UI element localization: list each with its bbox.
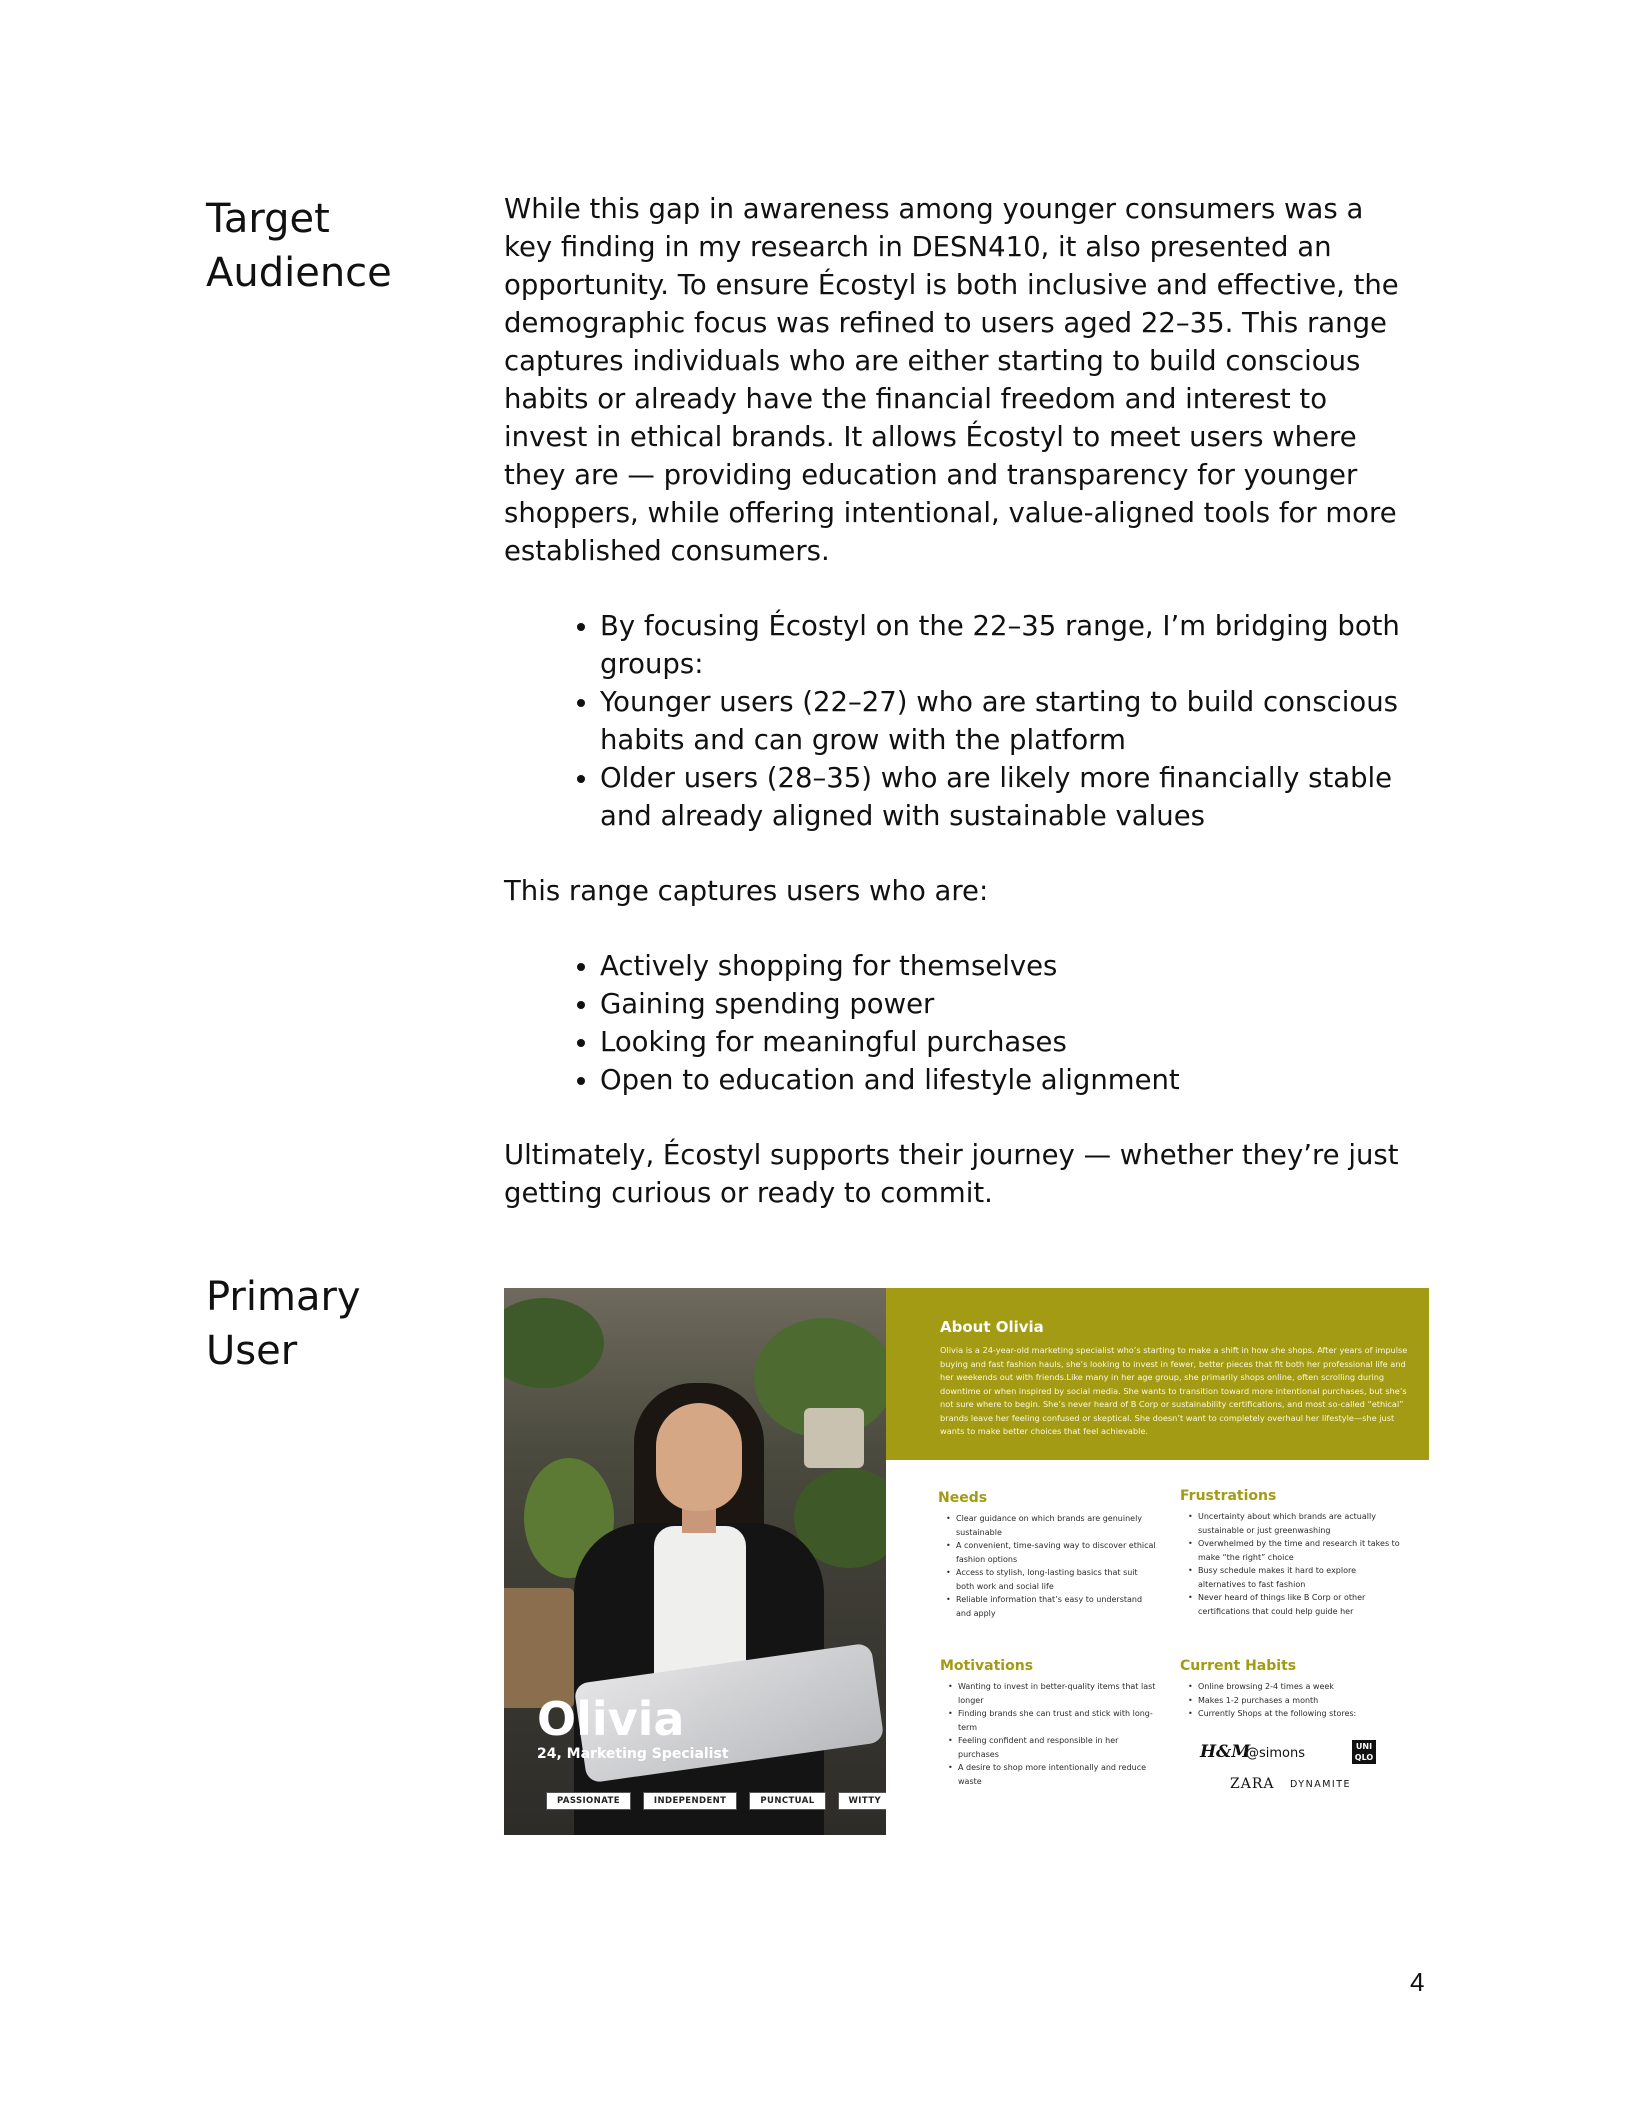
list-item: • Overwhelmed by the time and research it takes to make “the right” choice bbox=[1190, 1537, 1400, 1564]
section-label-target-audience: Target Audience bbox=[206, 196, 392, 296]
persona-role: 24, Marketing Specialist bbox=[537, 1746, 729, 1762]
trait-badge: PUNCTUAL bbox=[749, 1792, 825, 1810]
simons-logo: @simons bbox=[1246, 1746, 1306, 1761]
page-number: 4 bbox=[1410, 1967, 1425, 1997]
trait-badge: PASSIONATE bbox=[546, 1792, 631, 1810]
range-list bbox=[504, 947, 1404, 1099]
list-item: • Looking for meaningful purchases bbox=[600, 1023, 1404, 1061]
persona-traits bbox=[546, 1792, 886, 1810]
trait-badge: INDEPENDENT bbox=[643, 1792, 737, 1810]
list-item: • A desire to shop more intentionally and reduce waste bbox=[950, 1761, 1160, 1788]
target-audience-body bbox=[504, 190, 1404, 1212]
list-item: • Actively shopping for themselves bbox=[600, 947, 1404, 985]
list-item: • Wanting to invest in better-quality items that last longer bbox=[950, 1680, 1160, 1707]
list-item: • A convenient, time-saving way to discover ethical fashion options bbox=[948, 1539, 1158, 1566]
trait-badge: WITTY bbox=[838, 1792, 886, 1810]
about-title: About Olivia bbox=[940, 1318, 1044, 1336]
persona-name: Olivia bbox=[537, 1692, 685, 1746]
list-item: • Makes 1-2 purchases a month bbox=[1190, 1694, 1400, 1708]
list-item: • Currently Shops at the following stores: bbox=[1190, 1707, 1400, 1721]
conclusion-paragraph: Ultimately, Écostyl supports their journey — whether they’re just getting curious or ready to commit. bbox=[504, 1139, 1399, 1209]
uniqlo-logo: UNI QLO bbox=[1352, 1740, 1376, 1764]
list-item: • Feeling confident and responsible in her purchases bbox=[950, 1734, 1160, 1761]
list-item: • Gaining spending power bbox=[600, 985, 1404, 1023]
list-item: • Older users (28–35) who are likely more financially stable and already aligned with sustainable values bbox=[600, 759, 1404, 835]
list-item: • Busy schedule makes it hard to explore alternatives to fast fashion bbox=[1190, 1564, 1400, 1591]
zara-logo: ZARA bbox=[1230, 1776, 1275, 1792]
motivations-title: Motivations bbox=[940, 1658, 1034, 1674]
needs-title: Needs bbox=[938, 1490, 988, 1506]
list-item: • Never heard of things like B Corp or other certifications that could help guide her bbox=[1190, 1591, 1400, 1618]
list-item: • Finding brands she can trust and stick with long-term bbox=[950, 1707, 1160, 1734]
needs-block bbox=[938, 1490, 1158, 1620]
list-item: • By focusing Écostyl on the 22–35 range, I’m bridging both groups: bbox=[600, 607, 1404, 683]
motivations-block bbox=[940, 1658, 1160, 1788]
list-item: • Uncertainty about which brands are actually sustainable or just greenwashing bbox=[1190, 1510, 1400, 1537]
list-item: • Clear guidance on which brands are genuinely sustainable bbox=[948, 1512, 1158, 1539]
current-habits-title: Current Habits bbox=[1180, 1658, 1297, 1674]
dynamite-logo: DYNAMITE bbox=[1290, 1779, 1352, 1790]
list-item: • Online browsing 2-4 times a week bbox=[1190, 1680, 1400, 1694]
list-item: • Access to stylish, long-lasting basics that suit both work and social life bbox=[948, 1566, 1158, 1593]
about-text: Olivia is a 24-year-old marketing specialist who’s starting to make a shift in how she shops. After years of impulse buying and fast fashion hauls, she’s looking to invest in fewer, better pieces that fit both her professional life and her weekends out with friends.Like many in her age group, she primarily shops online, often scrolling during downtime or when inspired by social media. She wants to transition toward more intentional purchases, but she’s not sure where to begin. She’s never heard of B Corp or sustainability certifications, and most so-called “ethical” brands leave her feeling confused or skeptical. She doesn’t want to completely overhaul her lifestyle—she just wants to make better choices that feel achievable. bbox=[940, 1345, 1408, 1436]
intro-paragraph: While this gap in awareness among younger consumers was a key finding in my research in DESN410, it also presented an opportunity. To ensure Écostyl is both inclusive and effective, the demographic focus was refined to users aged 22–35. This range captures individuals who are either starting to build conscious habits or already have the financial freedom and interest to invest in ethical brands. It allows Écostyl to meet users where they are — providing education and transparency for younger shoppers, while offering intentional, value-aligned tools for more established consumers. bbox=[504, 193, 1399, 567]
current-habits-block bbox=[1180, 1658, 1400, 1721]
persona-photo bbox=[504, 1288, 886, 1835]
list-item: • Younger users (22–27) who are starting to build conscious habits and can grow with the platform bbox=[600, 683, 1404, 759]
list-item: • Open to education and lifestyle alignment bbox=[600, 1061, 1404, 1099]
bridging-list bbox=[504, 607, 1404, 835]
persona-card bbox=[504, 1288, 1429, 1835]
range-intro: This range captures users who are: bbox=[504, 875, 989, 907]
section-label-primary-user: Primary User bbox=[206, 1274, 361, 1374]
hm-logo: H&M bbox=[1200, 1742, 1251, 1762]
frustrations-title: Frustrations bbox=[1180, 1488, 1277, 1504]
list-item: • Reliable information that’s easy to understand and apply bbox=[948, 1593, 1158, 1620]
frustrations-block bbox=[1180, 1488, 1400, 1618]
about-panel bbox=[886, 1288, 1429, 1460]
store-logos bbox=[1194, 1742, 1424, 1812]
